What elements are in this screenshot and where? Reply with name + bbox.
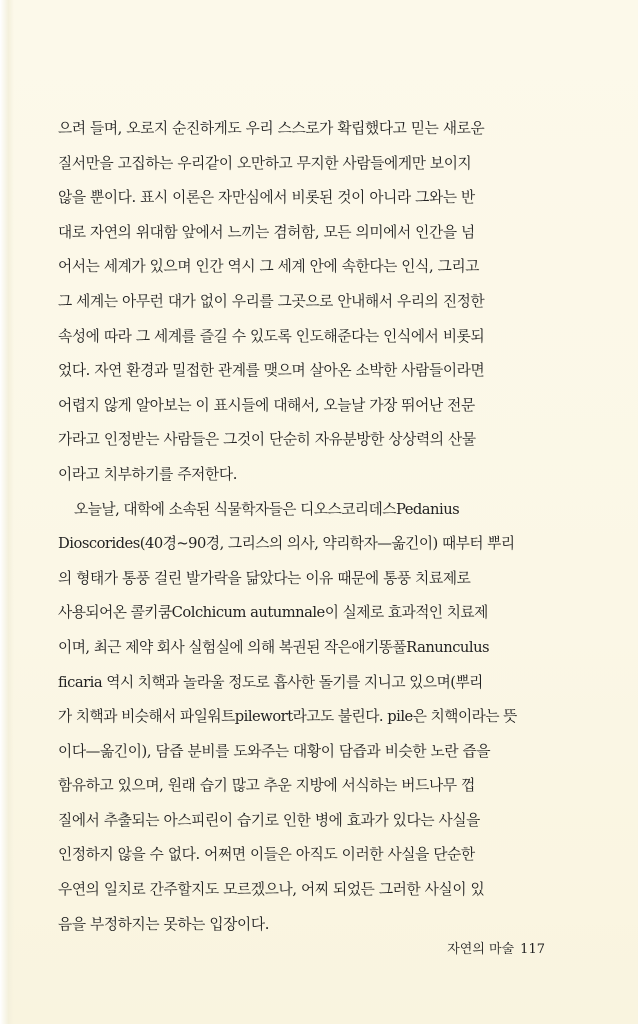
text-line: 속성에 따라 그 세계를 즐길 수 있도록 인도해준다는 인식에서 비롯되	[58, 327, 485, 345]
text-line: 함유하고 있으며, 원래 습기 많고 추운 지방에 서식하는 버드나무 껍	[58, 777, 475, 795]
text-line: 었다. 자연 환경과 밀접한 관계를 맺으며 살아온 소박한 사람들이라면	[58, 362, 485, 380]
text-line: 인정하지 않을 수 없다. 어쩌면 이들은 아직도 이러한 사실을 단순한	[58, 846, 475, 864]
text-line: 질에서 추출되는 아스피린이 습기로 인한 병에 효과가 있다는 사실을	[58, 811, 481, 829]
text-line: 가 치핵과 비슷해서 파일워트pilewort라고도 불린다. pile은 치핵이라는 뜻	[58, 708, 517, 726]
page-edge	[0, 0, 14, 1024]
text-line: Dioscorides(40경~90경, 그리스의 의사, 약리학자—옮긴이) 때부터 뿌리	[58, 535, 515, 553]
running-title: 자연의 마술	[447, 942, 515, 957]
page-number: 117	[520, 942, 545, 957]
text-line: 대로 자연의 위대함 앞에서 느끼는 겸허함, 모든 의미에서 인간을 넘	[58, 223, 475, 241]
text-line: 의 형태가 통풍 걸린 발가락을 닮았다는 이유 때문에 통풍 치료제로	[58, 569, 471, 587]
text-line: 어서는 세계가 있으며 인간 역시 그 세계 안에 속한다는 인식, 그리고	[58, 258, 480, 276]
text-line: 우연의 일치로 간주할지도 모르겠으나, 어찌 되었든 그러한 사실이 있	[58, 881, 485, 899]
text-line: 이며, 최근 제약 회사 실험실에 의해 복권된 작은애기똥풀Ranunculus	[58, 638, 490, 656]
text-line: 으려 들며, 오로지 순진하게도 우리 스스로가 확립했다고 믿는 새로운	[58, 120, 485, 137]
text-line: 이라고 치부하기를 주저한다.	[58, 465, 238, 483]
text-line: 가라고 인정받는 사람들은 그것이 단순히 자유분방한 상상력의 산물	[58, 431, 476, 449]
body-text	[58, 112, 548, 942]
text-line: 어렵지 않게 알아보는 이 표시들에 대해서, 오늘날 가장 뛰어난 전문	[58, 396, 475, 414]
text-line: ficaria 역시 치핵과 놀라울 정도로 흡사한 돌기를 지니고 있으며(뿌리	[58, 673, 483, 691]
text-line: 사용되어온 콜키쿰Colchicum autumnale이 실제로 효과적인 치료제	[58, 604, 488, 622]
paragraph-start-line: 오늘날, 대학에 소속된 식물학자들은 디오스코리데스Pedanius	[74, 500, 460, 518]
text-line: 질서만을 고집하는 우리같이 오만하고 무지한 사람들에게만 보이지	[58, 154, 472, 172]
text-line: 그 세계는 아무런 대가 없이 우리를 그곳으로 안내해서 우리의 진정한	[58, 292, 485, 310]
text-line: 음을 부정하지는 못하는 입장이다.	[58, 915, 270, 933]
running-footer	[441, 938, 545, 957]
text-line: 이다—옮긴이), 담즙 분비를 도와주는 대황이 담즙과 비슷한 노란 즙을	[58, 742, 491, 760]
text-line: 않을 뿐이다. 표시 이론은 자만심에서 비롯된 것이 아니라 그와는 반	[58, 189, 475, 207]
